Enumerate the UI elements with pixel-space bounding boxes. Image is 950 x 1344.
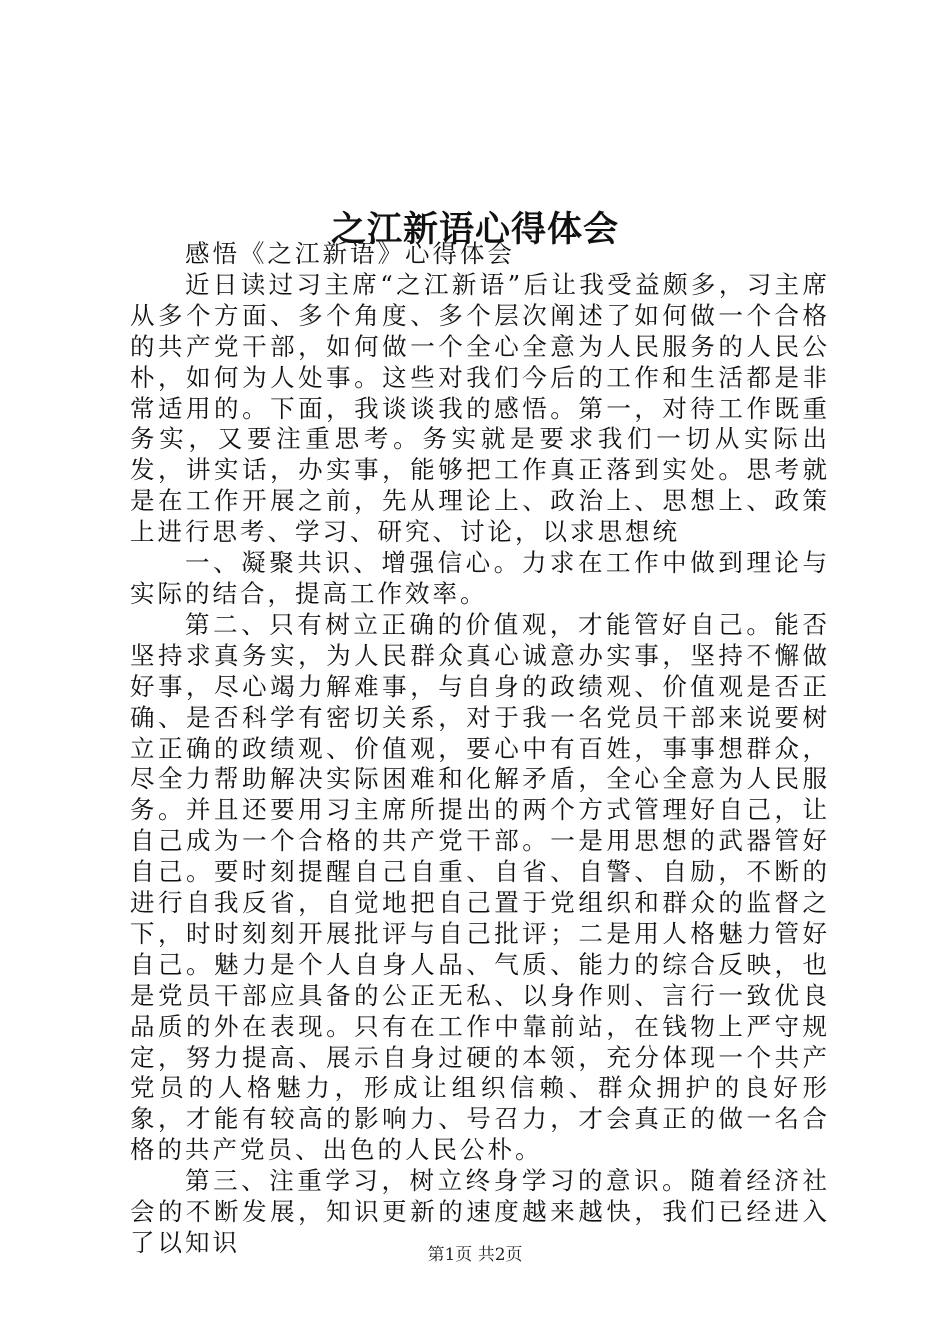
body-paragraph: 近日读过习主席“之江新语”后让我受益颇多，习主席从多个方面、多个角度、多个层次阐述了如何做一个合格的共产党干部，如何做一个全心全意为人民服务的人民公朴，如何为人处事。这些对我们今后的工作和生活都是非常适用的。下面，我谈谈我的感悟。第一，对待工作既重务实，又要注重思考。务实就是要求我们一切从实际出发，讲实话，办实事，能够把工作真正落到实处。思考就是在工作开展之前，先从理论上、政治上、思想上、政策上进行思考、学习、研究、讨论，以求思想统 xyxy=(130,269,830,547)
page-footer: 第1页 共2页 xyxy=(427,1245,523,1265)
body-paragraph: 第二、只有树立正确的价值观，才能管好自己。能否坚持求真务实，为人民群众真心诚意办实事，坚持不懈做好事，尽心竭力解难事，与自身的政绩观、价值观是否正确、是否科学有密切关系，对于我一名党员干部来说要树立正确的政绩观、价值观，要心中有百姓，事事想群众，尽全力帮助解决实际困难和化解矛盾，全心全意为人民服务。并且还要用习主席所提出的两个方式管理好自己，让自己成为一个合格的共产党干部。一是用思想的武器管好自己。要时刻提醒自己自重、自省、自警、自励，不断的进行自我反省，自觉地把自己置于党组织和群众的监督之下，时时刻刻开展批评与自己批评；二是用人格魅力管好自己。魅力是个人自身人品、气质、能力的综合反映，也是党员干部应具备的公正无私、以身作则、言行一致优良品质的外在表现。只有在工作中靠前站，在钱物上严守规定，努力提高、展示自身过硬的本领，充分体现一个共产党员的人格魅力，形成让组织信赖、群众拥护的良好形象，才能有较高的影响力、号召力，才会真正的做一名合格的共产党员、出色的人民公朴。 xyxy=(130,609,830,1165)
document-body xyxy=(130,239,830,1259)
document-title: 之江新语心得体会 xyxy=(330,209,619,251)
body-paragraph: 一、凝聚共识、增强信心。力求在工作中做到理论与实际的结合，提高工作效率。 xyxy=(130,548,830,608)
body-paragraph: 第三、注重学习，树立终身学习的意识。随着经济社会的不断发展，知识更新的速度越来越快，我们已经进入了以知识 xyxy=(130,1166,830,1257)
subtitle-paragraph: 感悟《之江新语》心得体会 xyxy=(185,239,515,268)
